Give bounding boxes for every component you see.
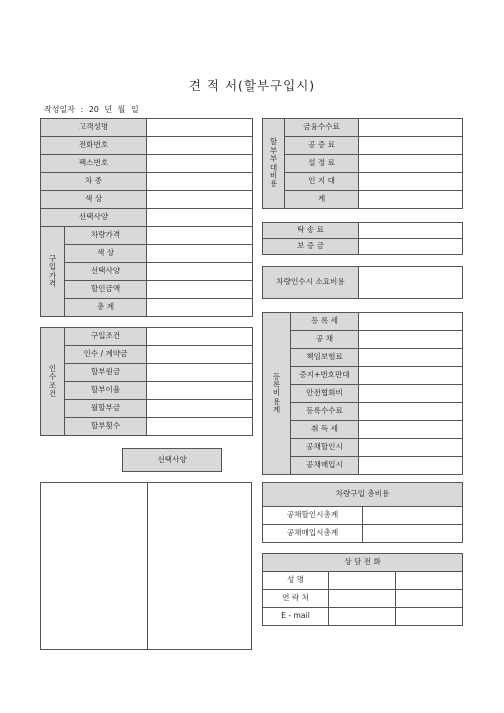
- takeover-group-label: 인 수 조 건: [41, 328, 65, 436]
- insurance-field[interactable]: [359, 349, 463, 367]
- registration-costs-table: [262, 312, 463, 475]
- vehicle-takeover-cost-label: 차량인수시 소요비용: [263, 267, 359, 299]
- safety-fee-label: 안전협회비: [291, 385, 359, 403]
- bond-discount-label: 공채할인시: [291, 439, 359, 457]
- bond-purchase-field[interactable]: [359, 457, 463, 475]
- consultant-name-field-2[interactable]: [396, 572, 463, 590]
- vehicle-takeover-cost-field[interactable]: [359, 267, 463, 299]
- notary-fee-label: 공 증 료: [285, 137, 359, 155]
- consultant-name-label: 성 명: [263, 572, 329, 590]
- bond-purchase-label: 공채매입시: [291, 457, 359, 475]
- color-field[interactable]: [147, 191, 253, 209]
- purchase-price-table: [40, 226, 253, 317]
- total-purchase-field[interactable]: [363, 525, 463, 543]
- total-cost-header: 차량구입 총비용: [263, 483, 463, 507]
- customer-name-label: 고객성명: [41, 119, 147, 137]
- monthly-payment-field[interactable]: [147, 400, 253, 418]
- consult-header: 상 담 전 화: [263, 554, 463, 572]
- finance-fee-label: 금융수수료: [285, 119, 359, 137]
- registration-tax-label: 등 록 세: [291, 313, 359, 331]
- car-model-field[interactable]: [147, 173, 253, 191]
- discount-field[interactable]: [147, 281, 253, 299]
- delivery-fee-label: 탁 송 료: [263, 223, 359, 239]
- registration-tax-field[interactable]: [359, 313, 463, 331]
- phone-label: 전화번호: [41, 137, 147, 155]
- interest-rate-field[interactable]: [147, 382, 253, 400]
- delivery-fee-field[interactable]: [359, 223, 463, 239]
- notes-divider: [147, 483, 148, 649]
- safety-fee-field[interactable]: [359, 385, 463, 403]
- bond-discount-field[interactable]: [359, 439, 463, 457]
- purchase-options-label: 선택사양: [65, 263, 147, 281]
- takeover-conditions-table: [40, 327, 253, 436]
- installment-count-field[interactable]: [147, 418, 253, 436]
- setup-fee-field[interactable]: [359, 155, 463, 173]
- consultant-email-field-1[interactable]: [329, 608, 396, 626]
- selected-options-box: 선택사양: [122, 448, 222, 472]
- consultant-contact-label: 연 락 처: [263, 590, 329, 608]
- principal-label: 할부원금: [65, 364, 147, 382]
- consult-table: [262, 553, 463, 626]
- purchase-group-label: 구 입 가 격: [41, 227, 65, 317]
- discount-label: 할인금액: [65, 281, 147, 299]
- installment-total-label: 계: [285, 191, 359, 209]
- vehicle-takeover-cost-table: [262, 266, 463, 299]
- consultant-name-field-1[interactable]: [329, 572, 396, 590]
- guarantee-field[interactable]: [359, 239, 463, 255]
- fax-label: 팩스번호: [41, 155, 147, 173]
- finance-fee-field[interactable]: [359, 119, 463, 137]
- deposit-label: 인수 / 계약금: [65, 346, 147, 364]
- car-model-label: 차 종: [41, 173, 147, 191]
- delivery-table: [262, 222, 463, 255]
- notes-box[interactable]: [40, 482, 252, 650]
- acquisition-tax-field[interactable]: [359, 421, 463, 439]
- plate-fee-field[interactable]: [359, 367, 463, 385]
- installment-costs-table: [262, 118, 463, 209]
- fax-field[interactable]: [147, 155, 253, 173]
- bond-field[interactable]: [359, 331, 463, 349]
- date-line: 작성일자 : 20 년 월 일: [44, 105, 139, 114]
- installment-count-label: 할부횟수: [65, 418, 147, 436]
- insurance-label: 책임보험료: [291, 349, 359, 367]
- customer-info-table: [40, 118, 253, 227]
- total-cost-table: [262, 482, 463, 543]
- car-price-field[interactable]: [147, 227, 253, 245]
- stamp-fee-field[interactable]: [359, 173, 463, 191]
- acquisition-tax-label: 취 득 세: [291, 421, 359, 439]
- guarantee-label: 보 증 금: [263, 239, 359, 255]
- principal-field[interactable]: [147, 364, 253, 382]
- interest-rate-label: 할부이율: [65, 382, 147, 400]
- consultant-email-field-2[interactable]: [396, 608, 463, 626]
- registration-group-label: 등 록 비 용 계: [263, 313, 291, 475]
- page-title: 견 적 서(할부구입시): [188, 78, 316, 93]
- registration-fee-label: 등록수수료: [291, 403, 359, 421]
- options-field[interactable]: [147, 209, 253, 227]
- purchase-total-field[interactable]: [147, 299, 253, 317]
- purchase-color-label: 색 상: [65, 245, 147, 263]
- consultant-email-label: E - mail: [263, 608, 329, 626]
- stamp-fee-label: 인 지 대: [285, 173, 359, 191]
- installment-total-field[interactable]: [359, 191, 463, 209]
- total-discount-field[interactable]: [363, 507, 463, 525]
- purchase-color-field[interactable]: [147, 245, 253, 263]
- options-label: 선택사양: [41, 209, 147, 227]
- customer-name-field[interactable]: [147, 119, 253, 137]
- purchase-options-field[interactable]: [147, 263, 253, 281]
- color-label: 색 상: [41, 191, 147, 209]
- car-price-label: 차량가격: [65, 227, 147, 245]
- purchase-condition-field[interactable]: [147, 328, 253, 346]
- consultant-contact-field-1[interactable]: [329, 590, 396, 608]
- registration-fee-field[interactable]: [359, 403, 463, 421]
- plate-fee-label: 증지+번호판대: [291, 367, 359, 385]
- total-purchase-label: 공채매입시총계: [263, 525, 363, 543]
- phone-field[interactable]: [147, 137, 253, 155]
- setup-fee-label: 설 정 료: [285, 155, 359, 173]
- purchase-total-label: 총 계: [65, 299, 147, 317]
- installment-group-label: 할 부 부 대 비 용: [263, 119, 285, 209]
- total-discount-label: 공채할인시총계: [263, 507, 363, 525]
- purchase-condition-label: 구입조건: [65, 328, 147, 346]
- bond-label: 공 채: [291, 331, 359, 349]
- notary-fee-field[interactable]: [359, 137, 463, 155]
- deposit-field[interactable]: [147, 346, 253, 364]
- consultant-contact-field-2[interactable]: [396, 590, 463, 608]
- monthly-payment-label: 월할부금: [65, 400, 147, 418]
